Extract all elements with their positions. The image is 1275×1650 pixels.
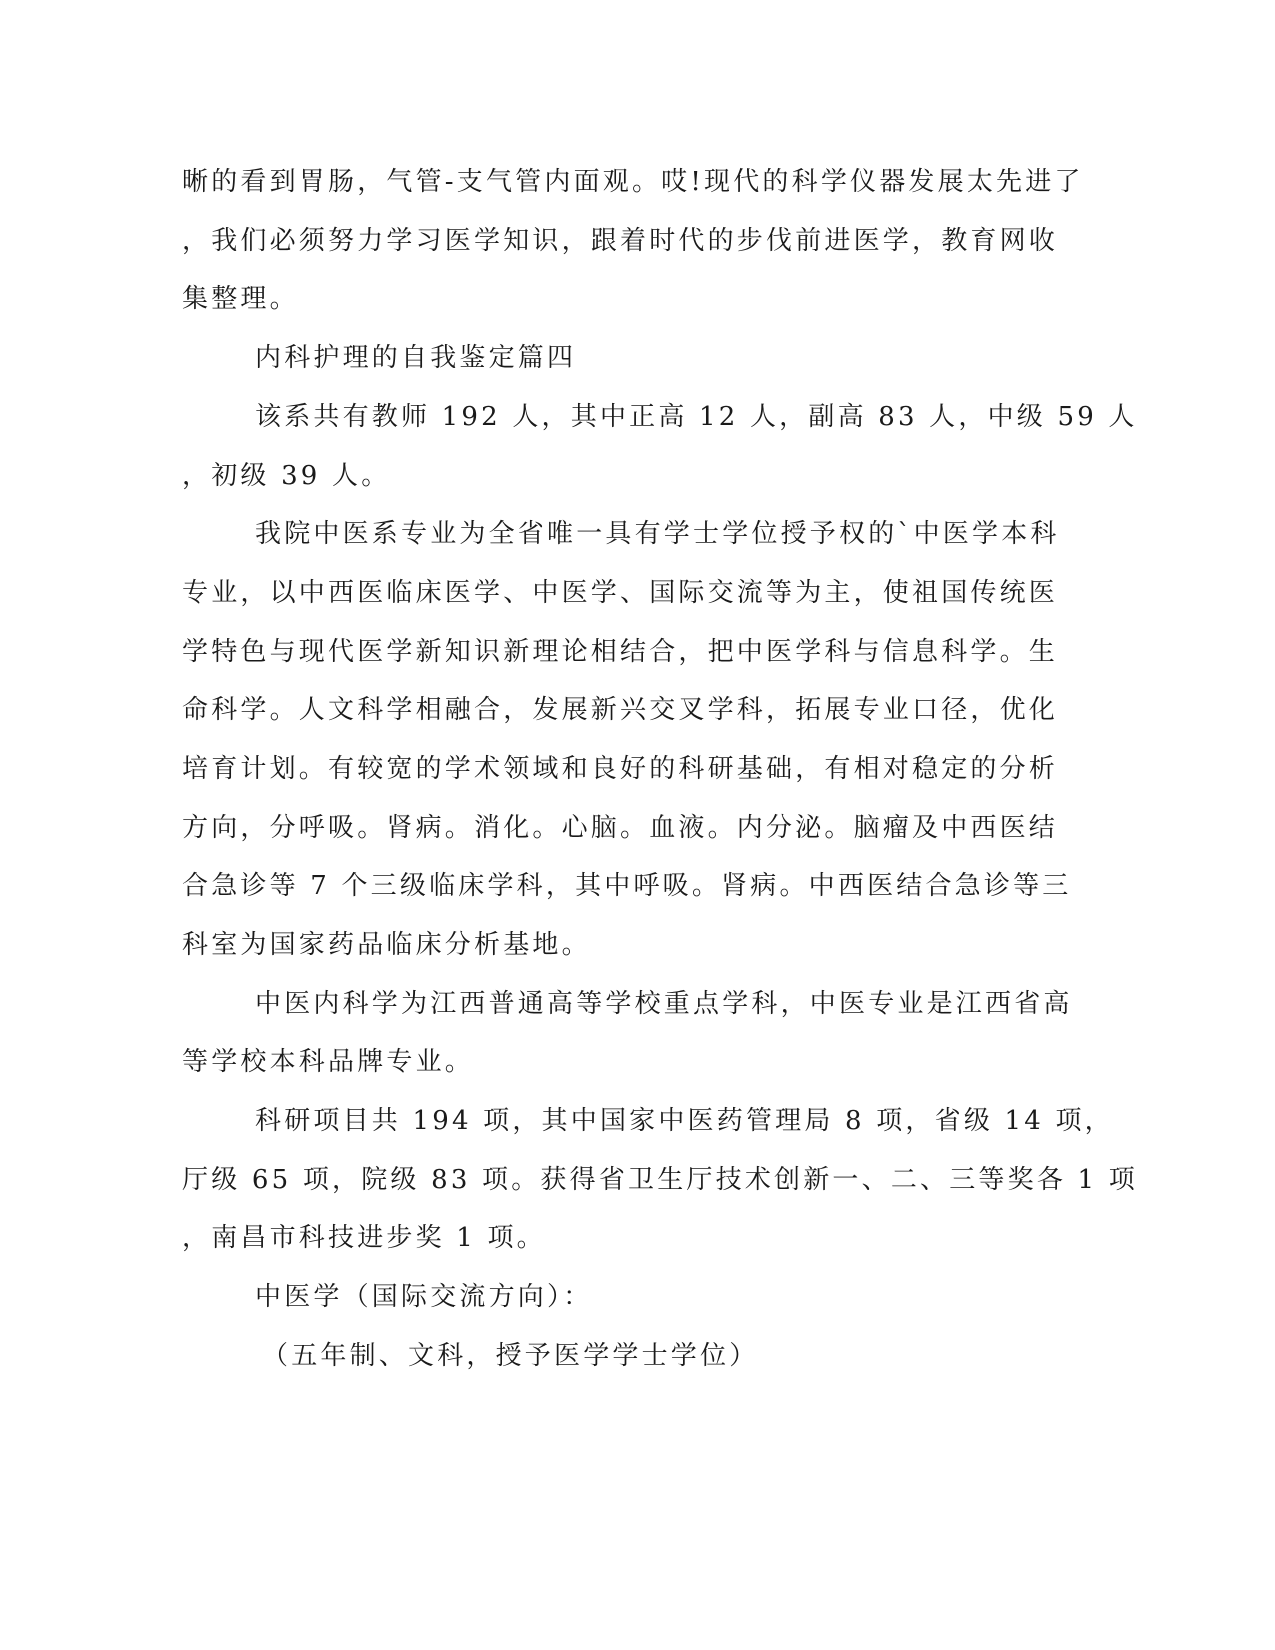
text-line: ，我们必须努力学习医学知识，跟着时代的步伐前进医学，教育网收 xyxy=(182,226,1059,256)
text-line: 该系共有教师 192 人，其中正高 12 人，副高 83 人，中级 59 人 xyxy=(255,402,1138,432)
text-line: 中医内科学为江西普通高等学校重点学科，中医专业是江西省高 xyxy=(255,989,1073,1019)
text-line: 集整理。 xyxy=(182,284,299,314)
text-line: 学特色与现代医学新知识新理论相结合，把中医学科与信息科学。生 xyxy=(182,637,1059,667)
text-line: 培育计划。有较宽的学术领域和良好的科研基础，有相对稳定的分析 xyxy=(182,754,1059,784)
text-line: 晰的看到胃肠，气管-支气管内面观。哎!现代的科学仪器发展太先进了 xyxy=(182,167,1084,197)
text-line: 合急诊等 7 个三级临床学科，其中呼吸。肾病。中西医结合急诊等三 xyxy=(182,871,1072,901)
section-heading: 内科护理的自我鉴定篇四 xyxy=(255,343,577,373)
text-line: 方向，分呼吸。肾病。消化。心脑。血液。内分泌。脑瘤及中西医结 xyxy=(182,813,1059,843)
text-line: ，初级 39 人。 xyxy=(182,461,391,491)
text-line: 命科学。人文科学相融合，发展新兴交叉学科，拓展专业口径，优化 xyxy=(182,695,1059,725)
text-line: 我院中医系专业为全省唯一具有学士学位授予权的`中医学本科 xyxy=(255,519,1060,549)
text-line: 厅级 65 项，院级 83 项。获得省卫生厅技术创新一、二、三等奖各 1 项 xyxy=(182,1165,1138,1195)
text-line: 等学校本科品牌专业。 xyxy=(182,1047,475,1077)
text-line: 科研项目共 194 项，其中国家中医药管理局 8 项，省级 14 项， xyxy=(255,1106,1114,1136)
text-line: （五年制、文科，授予医学学士学位） xyxy=(262,1341,759,1371)
text-line: 科室为国家药品临床分析基地。 xyxy=(182,930,591,960)
text-line: 专业，以中西医临床医学、中医学、国际交流等为主，使祖国传统医 xyxy=(182,578,1059,608)
text-line: ，南昌市科技进步奖 1 项。 xyxy=(182,1223,546,1253)
subsection-heading: 中医学（国际交流方向）： xyxy=(255,1282,593,1312)
